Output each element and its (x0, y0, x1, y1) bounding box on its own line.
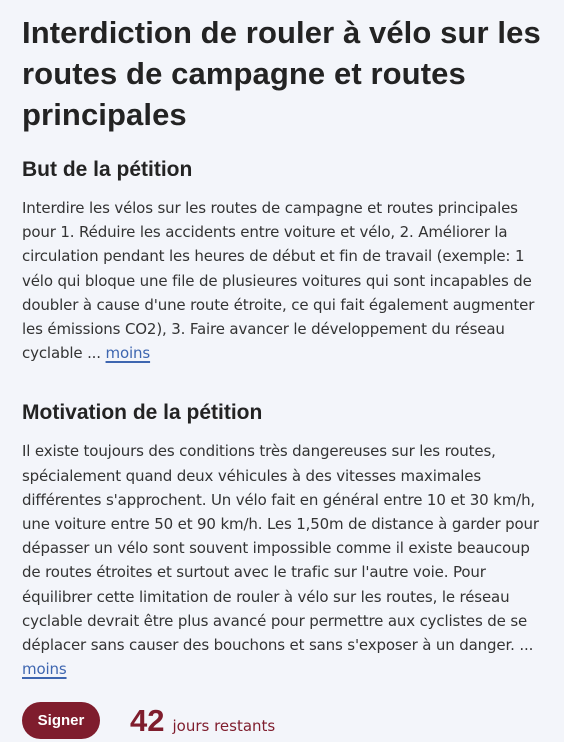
motivation-heading: Motivation de la pétition (22, 401, 263, 425)
days-remaining (130, 705, 275, 736)
goal-text: Interdire les vélos sur les routes de campagne et routes principales pour 1. Réduire les accidents entre voiture et vélo, 2. Améliorer la circulation pendant les heures de début et fin de travail (exemple: 1 vélo qui bloque une file de plusieures voitures qui sont incapables de doubler à cause d'une route étroite, ce qui fait également augmenter les émissions CO2), 3. Faire avancer le développement du réseau cyclable ... (22, 199, 535, 363)
goal-heading: But de la pétition (22, 158, 193, 181)
motivation-section (22, 399, 546, 681)
goal-less-link[interactable]: moins (105, 344, 151, 363)
sign-button[interactable]: Signer (22, 702, 100, 739)
motivation-text: Il existe toujours des conditions très dangereuses sur les routes, spécialement quand deux véhicules à des vitesses maximales différentes s'approchent. Un vélo fait en général entre 10 et 30 km/h, une voiture entre 50 et 90 km/h. Les 1,50m de distance à garder pour dépasser un vélo sont souvent impossible comme il existe beaucoup de routes étroites et surtout avec le trafic sur l'autre voie. Pour équilibrer cette limitation de rouler à vélo sur les routes, le réseau cyclable devrait être plus avancé pour permettre aux cyclistes de se déplacer sans causer des bouchons et sans s'exposer à un danger. ... (22, 442, 539, 655)
motivation-less-link[interactable]: moins (22, 660, 67, 679)
days-remaining-number: 42 (130, 703, 165, 738)
days-remaining-label: jours restants (172, 717, 276, 735)
motivation-description (22, 439, 546, 681)
goal-description (22, 196, 546, 365)
goal-section (22, 156, 546, 365)
petition-footer (22, 702, 275, 739)
petition-title: Interdiction de rouler à vélo sur les routes de campagne et routes principales (22, 15, 541, 132)
